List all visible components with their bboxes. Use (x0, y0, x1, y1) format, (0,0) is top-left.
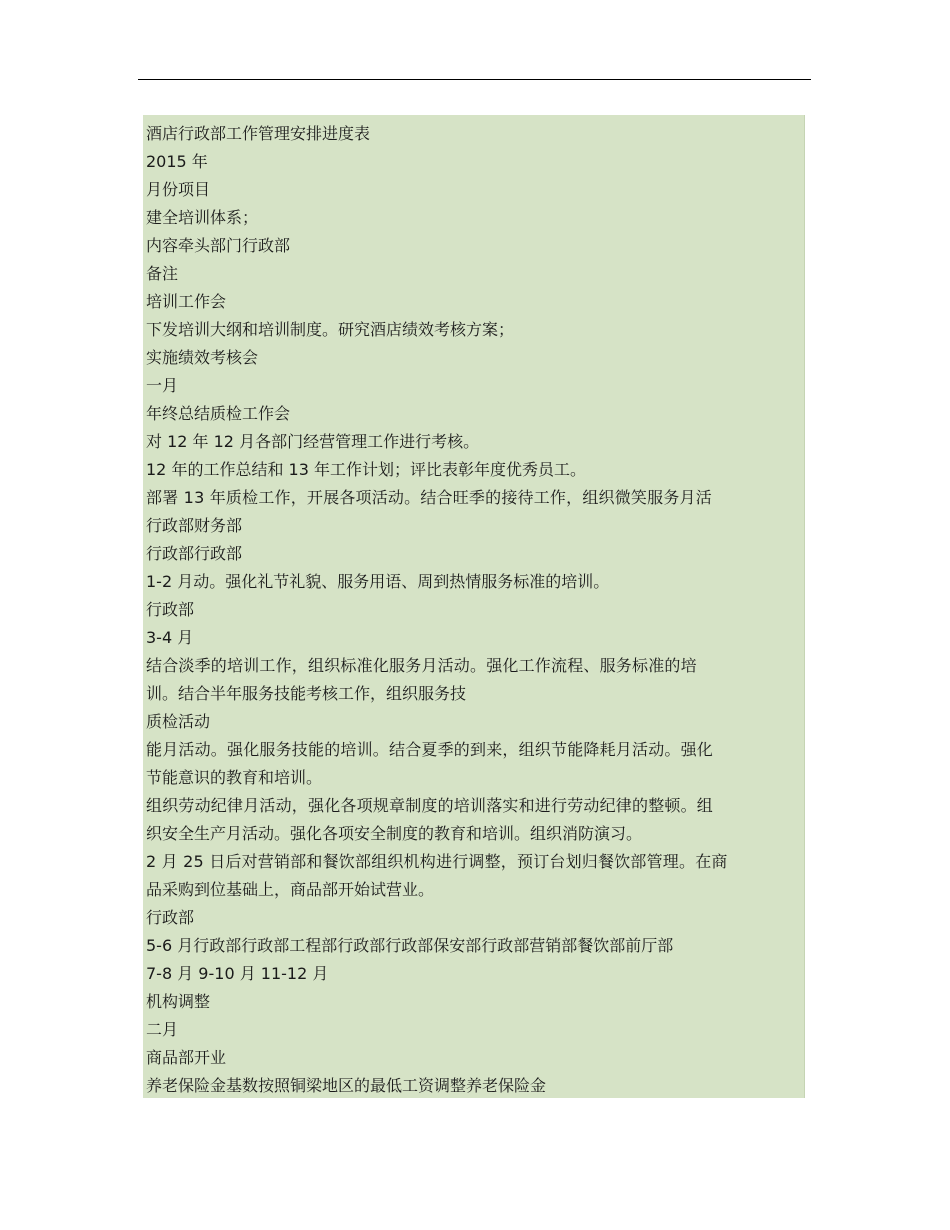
text-line: 品采购到位基础上，商品部开始试营业。 (146, 880, 435, 899)
text-line: 行政部 (146, 908, 195, 927)
text-line: 2015 年 (146, 152, 208, 171)
text-line: 行政部财务部 (146, 516, 243, 535)
text-line: 建全培训体系； (146, 208, 259, 227)
text-line: 7-8 月 9-10 月 11-12 月 (146, 964, 329, 983)
text-line: 质检活动 (146, 712, 211, 731)
text-line: 下发培训大纲和培训制度。研究酒店绩效考核方案； (146, 320, 515, 339)
text-line: 内容牵头部门行政部 (146, 236, 291, 255)
text-line: 训。结合半年服务技能考核工作，组织服务技 (146, 684, 467, 703)
text-line: 年终总结质检工作会 (146, 404, 291, 423)
text-line: 机构调整 (146, 992, 211, 1011)
text-line: 实施绩效考核会 (146, 348, 259, 367)
text-line: 1-2 月动。强化礼节礼貌、服务用语、周到热情服务标准的培训。 (146, 572, 610, 591)
document-title: 酒店行政部工作管理安排进度表 (146, 124, 371, 143)
text-line: 行政部行政部 (146, 544, 243, 563)
text-line: 月份项目 (146, 180, 211, 199)
text-line: 织安全生产月活动。强化各项安全制度的教育和培训。组织消防演习。 (146, 824, 643, 843)
text-line: 一月 (146, 376, 179, 395)
text-line: 能月活动。强化服务技能的培训。结合夏季的到来，组织节能降耗月活动。强化 (146, 740, 714, 759)
header-rule (138, 79, 811, 80)
text-line: 12 年的工作总结和 13 年工作计划；评比表彰年度优秀员工。 (146, 460, 586, 479)
text-line: 节能意识的教育和培训。 (146, 768, 323, 787)
text-line: 3-4 月 (146, 628, 194, 647)
text-line: 商品部开业 (146, 1048, 227, 1067)
text-line: 备注 (146, 264, 179, 283)
text-line: 行政部 (146, 600, 195, 619)
text-line: 2 月 25 日后对营销部和餐饮部组织机构进行调整，预订台划归餐饮部管理。在商 (146, 852, 728, 871)
text-line: 二月 (146, 1020, 179, 1039)
document-body (143, 115, 805, 1098)
text-line: 部署 13 年质检工作，开展各项活动。结合旺季的接待工作，组织微笑服务月活 (146, 488, 712, 507)
text-line: 5-6 月行政部行政部工程部行政部行政部保安部行政部营销部餐饮部前厅部 (146, 936, 674, 955)
text-line: 组织劳动纪律月活动，强化各项规章制度的培训落实和进行劳动纪律的整顿。组 (146, 796, 714, 815)
text-line: 培训工作会 (146, 292, 227, 311)
text-line: 对 12 年 12 月各部门经营管理工作进行考核。 (146, 432, 480, 451)
text-line: 结合淡季的培训工作，组织标准化服务月活动。强化工作流程、服务标准的培 (146, 656, 697, 675)
text-line: 养老保险金基数按照铜梁地区的最低工资调整养老保险金 (146, 1076, 547, 1095)
